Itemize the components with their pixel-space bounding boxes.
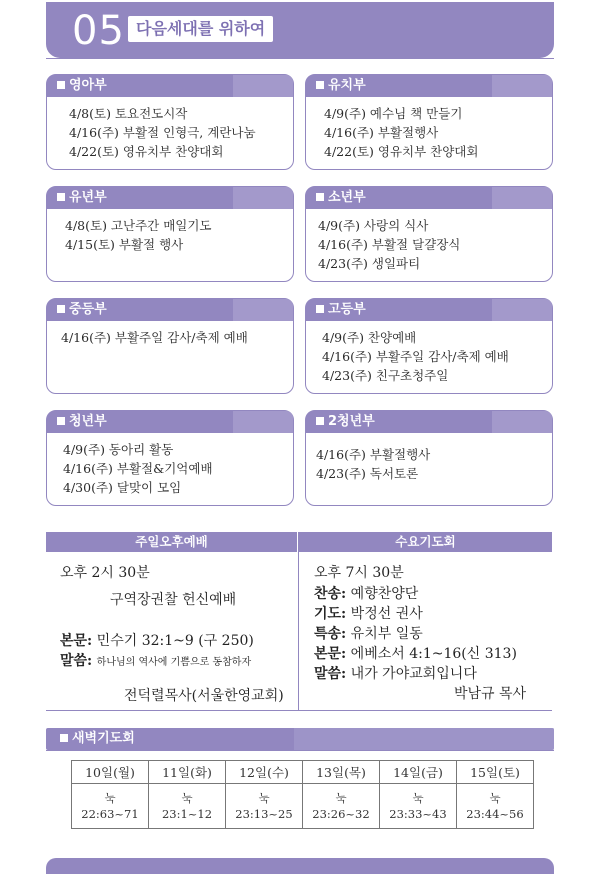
card-title: 중등부 (69, 302, 107, 317)
book-name: 눅 (489, 791, 501, 805)
header-divider (46, 58, 554, 59)
sunday-afternoon-title: 주일오후예배 (46, 532, 297, 552)
card-title: 소년부 (328, 190, 366, 205)
list-item: 4/16(주) 부활절 달걀장식 (318, 237, 461, 252)
verse-cell (303, 784, 380, 829)
card-elementary-junior (46, 186, 294, 282)
list-item: 4/16(주) 부활절행사 (316, 447, 431, 462)
sunday-scripture: 민수기 32:1~9 (구 250) (96, 633, 254, 649)
scripture-label: 본문: (314, 646, 347, 662)
verse-cell (149, 784, 226, 829)
list-item: 4/9(주) 찬양예배 (322, 330, 417, 345)
hymn-label: 찬송: (314, 586, 347, 602)
verse-range: 23:26~32 (312, 807, 370, 821)
square-bullet-icon (316, 81, 324, 89)
list-item: 4/15(토) 부활절 행사 (65, 237, 184, 252)
square-bullet-icon (60, 734, 68, 742)
book-name: 눅 (181, 791, 193, 805)
card-title: 유년부 (69, 190, 107, 205)
card-infant (46, 74, 294, 170)
square-bullet-icon (316, 417, 324, 425)
list-item: 4/16(주) 부활절&기억예배 (63, 461, 213, 476)
wednesday-special-song: 유치부 일동 (350, 626, 423, 642)
day-cell: 14일(금) (380, 761, 457, 784)
day-cell: 13일(목) (303, 761, 380, 784)
day-cell: 10일(월) (72, 761, 149, 784)
list-item: 4/9(주) 예수님 책 만들기 (324, 106, 463, 121)
square-bullet-icon (57, 417, 65, 425)
sermon-label: 말씀: (60, 653, 93, 669)
square-bullet-icon (57, 81, 65, 89)
list-item: 4/16(주) 부활주일 감사/축제 예배 (322, 349, 509, 364)
list-item: 4/9(주) 동아리 활동 (63, 442, 174, 457)
dawn-prayer-header (46, 728, 554, 750)
day-cell: 15일(토) (457, 761, 534, 784)
verse-range: 23:44~56 (466, 807, 524, 821)
wednesday-scripture: 에베소서 4:1~16(신 313) (350, 646, 517, 662)
verse-cell (380, 784, 457, 829)
list-item: 4/9(주) 사랑의 식사 (318, 218, 429, 233)
book-name: 눅 (412, 791, 424, 805)
footer-band (46, 858, 554, 874)
section-title: 다음세대를 위하여 (128, 16, 273, 42)
card-elementary-senior (305, 186, 553, 282)
square-bullet-icon (57, 193, 65, 201)
sunday-service-name: 구역장권찰 헌신예배 (110, 592, 237, 608)
day-cell: 12일(수) (226, 761, 303, 784)
sermon-label: 말씀: (314, 666, 347, 682)
card-title: 유치부 (328, 78, 366, 93)
sunday-preacher: 전덕렬목사(서울한영교회) (124, 688, 284, 704)
square-bullet-icon (316, 193, 324, 201)
list-item: 4/30(주) 달맞이 모임 (63, 480, 182, 495)
wednesday-sermon-title: 내가 가야교회입니다 (350, 666, 477, 682)
column-divider (298, 532, 299, 710)
wednesday-prayer: 박정선 권사 (350, 606, 423, 622)
verse-cell (226, 784, 303, 829)
section-bottom-line (46, 710, 552, 711)
list-item: 4/16(주) 부활절 인형극, 계란나눔 (69, 125, 256, 140)
book-name: 눅 (258, 791, 270, 805)
list-item: 4/23(주) 생일파티 (318, 256, 421, 271)
sunday-sermon-title: 하나님의 역사에 기쁨으로 동참하자 (96, 657, 252, 668)
list-item: 4/8(토) 토요전도시작 (69, 106, 188, 121)
card-title: 청년부 (69, 414, 107, 429)
prayer-label: 기도: (314, 606, 347, 622)
list-item: 4/16(주) 부활주일 감사/축제 예배 (61, 330, 248, 345)
verse-cell (457, 784, 534, 829)
card-high-school (305, 298, 553, 394)
dawn-prayer-title: 새벽기도회 (72, 731, 135, 746)
scripture-label: 본문: (60, 633, 93, 649)
verse-cell (72, 784, 149, 829)
book-name: 눅 (104, 791, 116, 805)
section-number: 05 (72, 8, 125, 54)
dawn-divider (46, 750, 554, 751)
day-cell: 11일(화) (149, 761, 226, 784)
wednesday-preacher: 박남규 목사 (454, 686, 527, 702)
square-bullet-icon (316, 305, 324, 313)
verse-range: 23:1~12 (161, 807, 213, 821)
wednesday-time: 오후 7시 30분 (314, 565, 404, 581)
card-middle-school (46, 298, 294, 394)
list-item: 4/16(주) 부활절행사 (324, 125, 439, 140)
card-young-adults (46, 410, 294, 506)
verse-range: 22:63~71 (81, 807, 139, 821)
card-young-adults-2 (305, 410, 553, 506)
card-title: 2청년부 (328, 414, 375, 429)
dawn-prayer-table (71, 760, 534, 829)
wednesday-prayer-title: 수요기도회 (299, 532, 552, 552)
verse-range: 23:33~43 (389, 807, 447, 821)
sunday-time: 오후 2시 30분 (60, 565, 150, 581)
square-bullet-icon (57, 305, 65, 313)
card-title: 영아부 (69, 78, 107, 93)
card-title: 고등부 (328, 302, 366, 317)
list-item: 4/22(토) 영유치부 찬양대회 (324, 144, 479, 159)
verse-range: 23:13~25 (235, 807, 293, 821)
wednesday-hymn: 예향찬양단 (350, 586, 419, 602)
list-item: 4/22(토) 영유치부 찬양대회 (69, 144, 224, 159)
card-kindergarten (305, 74, 553, 170)
list-item: 4/23(주) 친구초청주일 (322, 368, 449, 383)
special-song-label: 특송: (314, 626, 347, 642)
list-item: 4/8(토) 고난주간 매일기도 (65, 218, 212, 233)
list-item: 4/23(주) 독서토론 (316, 466, 419, 481)
book-name: 눅 (335, 791, 347, 805)
